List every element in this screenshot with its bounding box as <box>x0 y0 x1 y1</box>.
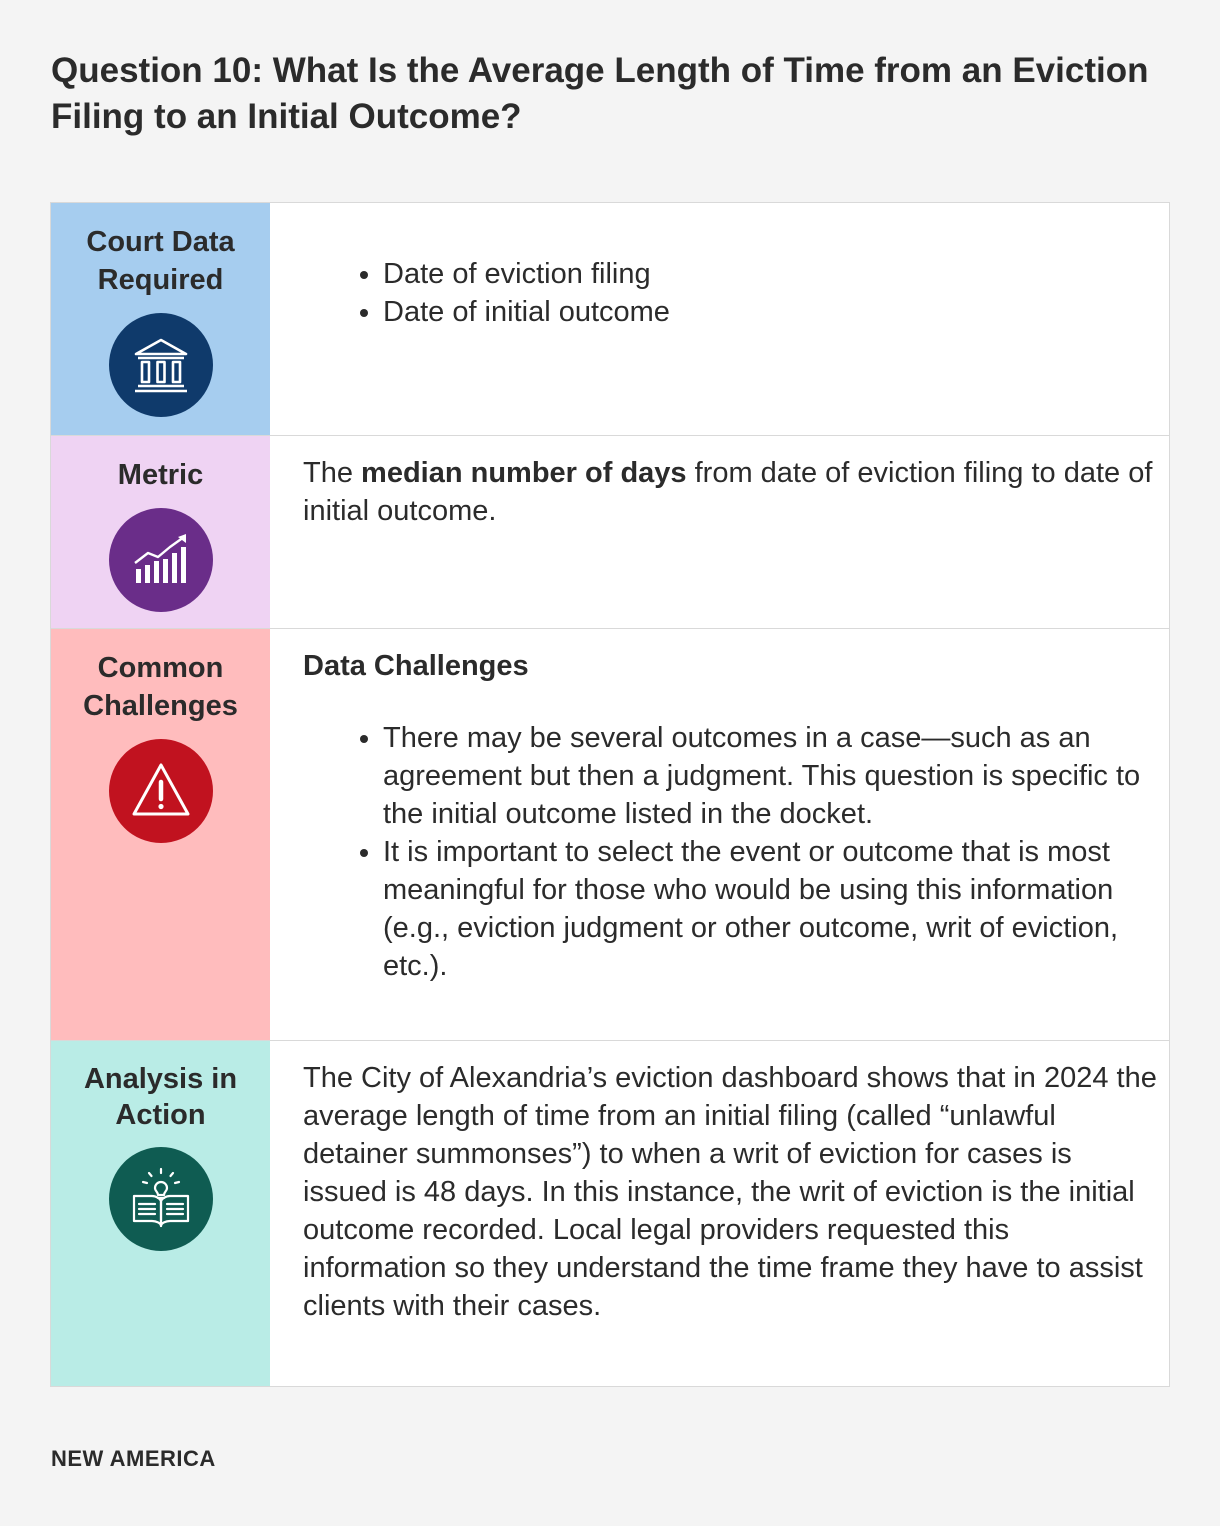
metric-text-post: from date of eviction filing to date of initial outcome. <box>303 457 1153 527</box>
court-data-content <box>270 203 1169 435</box>
metric-label-cell <box>51 436 270 628</box>
metric-content <box>270 436 1169 628</box>
footer-brand: NEW AMERICA <box>51 1446 216 1471</box>
courthouse-icon <box>109 313 213 417</box>
challenges-list <box>303 719 1153 985</box>
court-data-label-cell <box>51 203 270 435</box>
page-title: Question 10: What Is the Average Length of Time from an Eviction Filing to an Initial Outcome? <box>51 51 1149 136</box>
court-data-list <box>303 255 1153 331</box>
row-challenges <box>51 629 1169 1041</box>
analysis-label: Analysis in Action <box>83 1063 238 1131</box>
list-item: • There may be several outcomes in a case—such as an agreement but then a judgment. This question is specific to the initial outcome listed in the docket. <box>383 719 1153 833</box>
challenges-heading: Data Challenges <box>303 650 529 682</box>
challenges-label: Common Challenges <box>83 652 238 722</box>
row-metric <box>51 436 1169 629</box>
info-table <box>50 202 1170 1387</box>
analysis-text: The City of Alexandria’s eviction dashboard shows that in 2024 the average length of time from an initial filing (called “unlawful detainer summonses”) to when a writ of eviction for cases is issued is 48 days. In this instance, the writ of eviction is the initial outcome recorded. Local legal providers requested this information so they understand the time frame they have to assist clients with their cases. <box>303 1062 1157 1322</box>
list-item: • Date of eviction filing <box>383 255 1153 293</box>
book-lightbulb-icon <box>109 1147 213 1251</box>
row-court-data <box>51 203 1169 436</box>
list-item: • It is important to select the event or outcome that is most meaningful for those who would be using this information (e.g., eviction judgment or other outcome, writ of eviction, etc.). <box>383 833 1153 985</box>
metric-text <box>303 454 1153 530</box>
bar-chart-icon <box>109 508 213 612</box>
metric-text-bold: median number of days <box>361 457 687 489</box>
row-analysis <box>51 1041 1169 1386</box>
analysis-label-cell <box>51 1041 270 1386</box>
analysis-content <box>270 1041 1169 1386</box>
challenges-content <box>270 629 1169 1040</box>
challenges-label-cell <box>51 629 270 1040</box>
metric-text-pre: The <box>303 457 362 489</box>
court-data-label: Court Data Required <box>86 226 235 296</box>
warning-icon <box>109 739 213 843</box>
list-item: • Date of initial outcome <box>383 293 1153 331</box>
metric-label: Metric <box>117 459 204 491</box>
